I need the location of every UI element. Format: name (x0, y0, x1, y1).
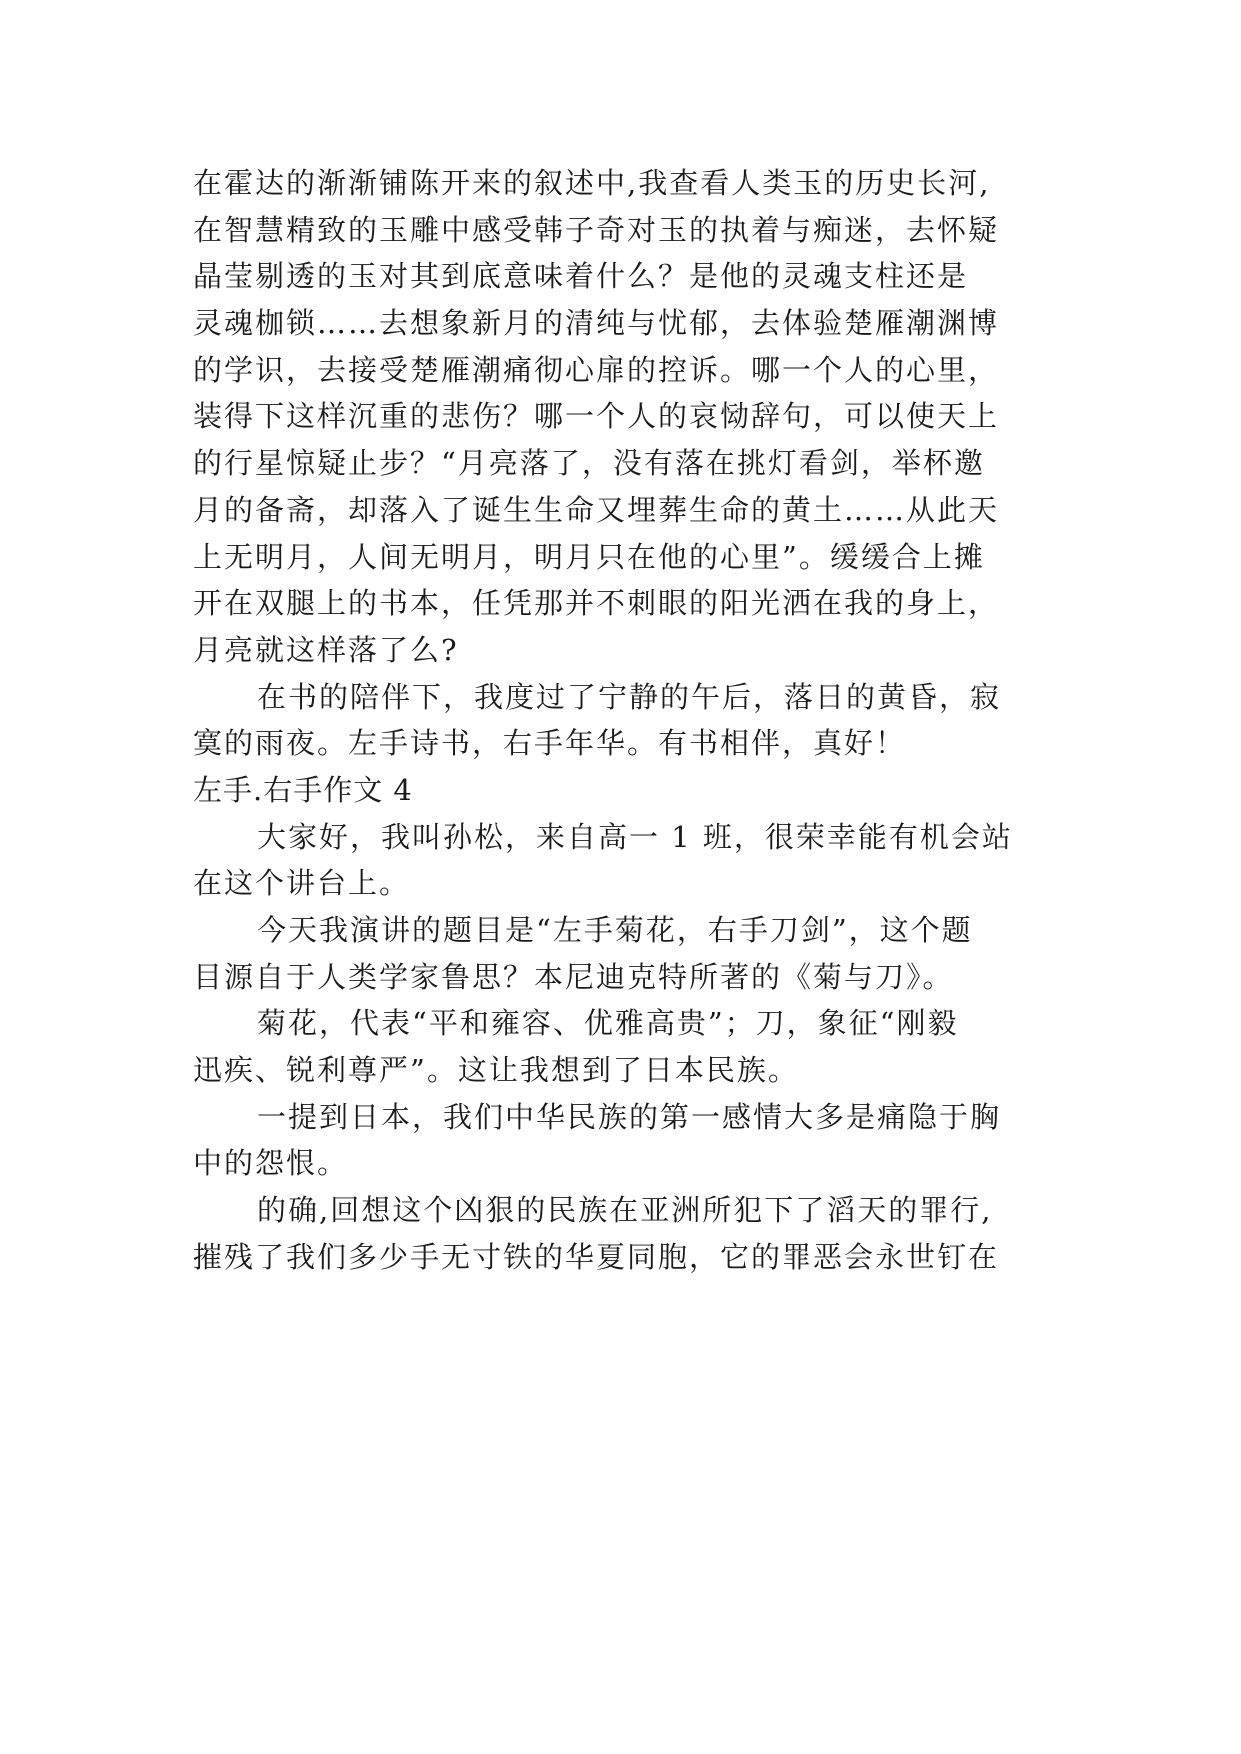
text-line: 在智慧精致的玉雕中感受韩子奇对玉的执着与痴迷，去怀疑 (193, 212, 1000, 247)
text-line: 晶莹剔透的玉对其到底意味着什么？是他的灵魂支柱还是 (193, 259, 969, 294)
paragraph (193, 674, 1073, 767)
text-line: 月亮就这样落了么? (193, 632, 459, 667)
text-line: 目源自于人类学家鲁思？本尼迪克特所著的《菊与刀》。 (193, 959, 954, 994)
text-line: 装得下这样沉重的悲伤？哪一个人的哀恸辞句，可以使天上 (193, 399, 1000, 434)
paragraph (193, 1187, 1073, 1280)
text-line: 开在双腿上的书本，任凭那并不刺眼的阳光洒在我的身上， (193, 586, 1000, 621)
text-line: 菊花，代表“平和雍容、优雅高贵”；刀，象征“刚毅 (257, 1006, 959, 1041)
text-line: 在书的陪伴下，我度过了宁静的午后，落日的黄昏，寂 (257, 679, 1002, 714)
text-line: 今天我演讲的题目是“左手菊花，右手刀剑”，这个题 (257, 913, 973, 947)
document-body (193, 160, 1073, 1281)
text-line: 在霍达的渐渐铺陈开来的叙述中,我查看人类玉的历史长河, (193, 166, 991, 200)
paragraph (193, 814, 1073, 907)
text-line: 灵魂枷锁……去想象新月的清纯与忧郁，去体验楚雁潮渊博 (193, 306, 1000, 341)
paragraph (193, 1000, 1073, 1093)
text-line: 大家好，我叫孙松，来自高一 1 班，很荣幸能有机会站 (257, 819, 1013, 854)
paragraph (193, 907, 1073, 1000)
text-line: 迅疾、锐利尊严”。这让我想到了日本民族。 (193, 1053, 799, 1088)
text-line: 的学识，去接受楚雁潮痛彻心扉的控诉。哪一个人的心里， (193, 352, 1000, 387)
text-line: 月的备斋，却落入了诞生生命又埋葬生命的黄土……从此天 (193, 492, 1000, 527)
paragraph (193, 1094, 1073, 1187)
text-line: 寞的雨夜。左手诗书，右手年华。有书相伴，真好！ (193, 726, 907, 761)
text-line: 的确,回想这个凶狠的民族在亚洲所犯下了滔天的罪行, (257, 1193, 993, 1228)
text-line: 一提到日本，我们中华民族的第一感情大多是痛隐于胸 (257, 1099, 1002, 1134)
text-line: 上无明月，人间无明月，明月只在他的心里”。缓缓合上摊 (193, 539, 985, 574)
text-line: 在这个讲台上。 (193, 866, 411, 901)
text-line: 的行星惊疑止步？“月亮落了，没有落在挑灯看剑，举杯邀 (193, 446, 985, 481)
paragraph (193, 160, 1073, 674)
section-heading: 左手.右手作文 4 (193, 772, 413, 807)
text-line: 摧残了我们多少手无寸铁的华夏同胞，它的罪恶会永世钉在 (193, 1239, 1000, 1274)
text-line: 中的怨恨。 (193, 1146, 349, 1181)
